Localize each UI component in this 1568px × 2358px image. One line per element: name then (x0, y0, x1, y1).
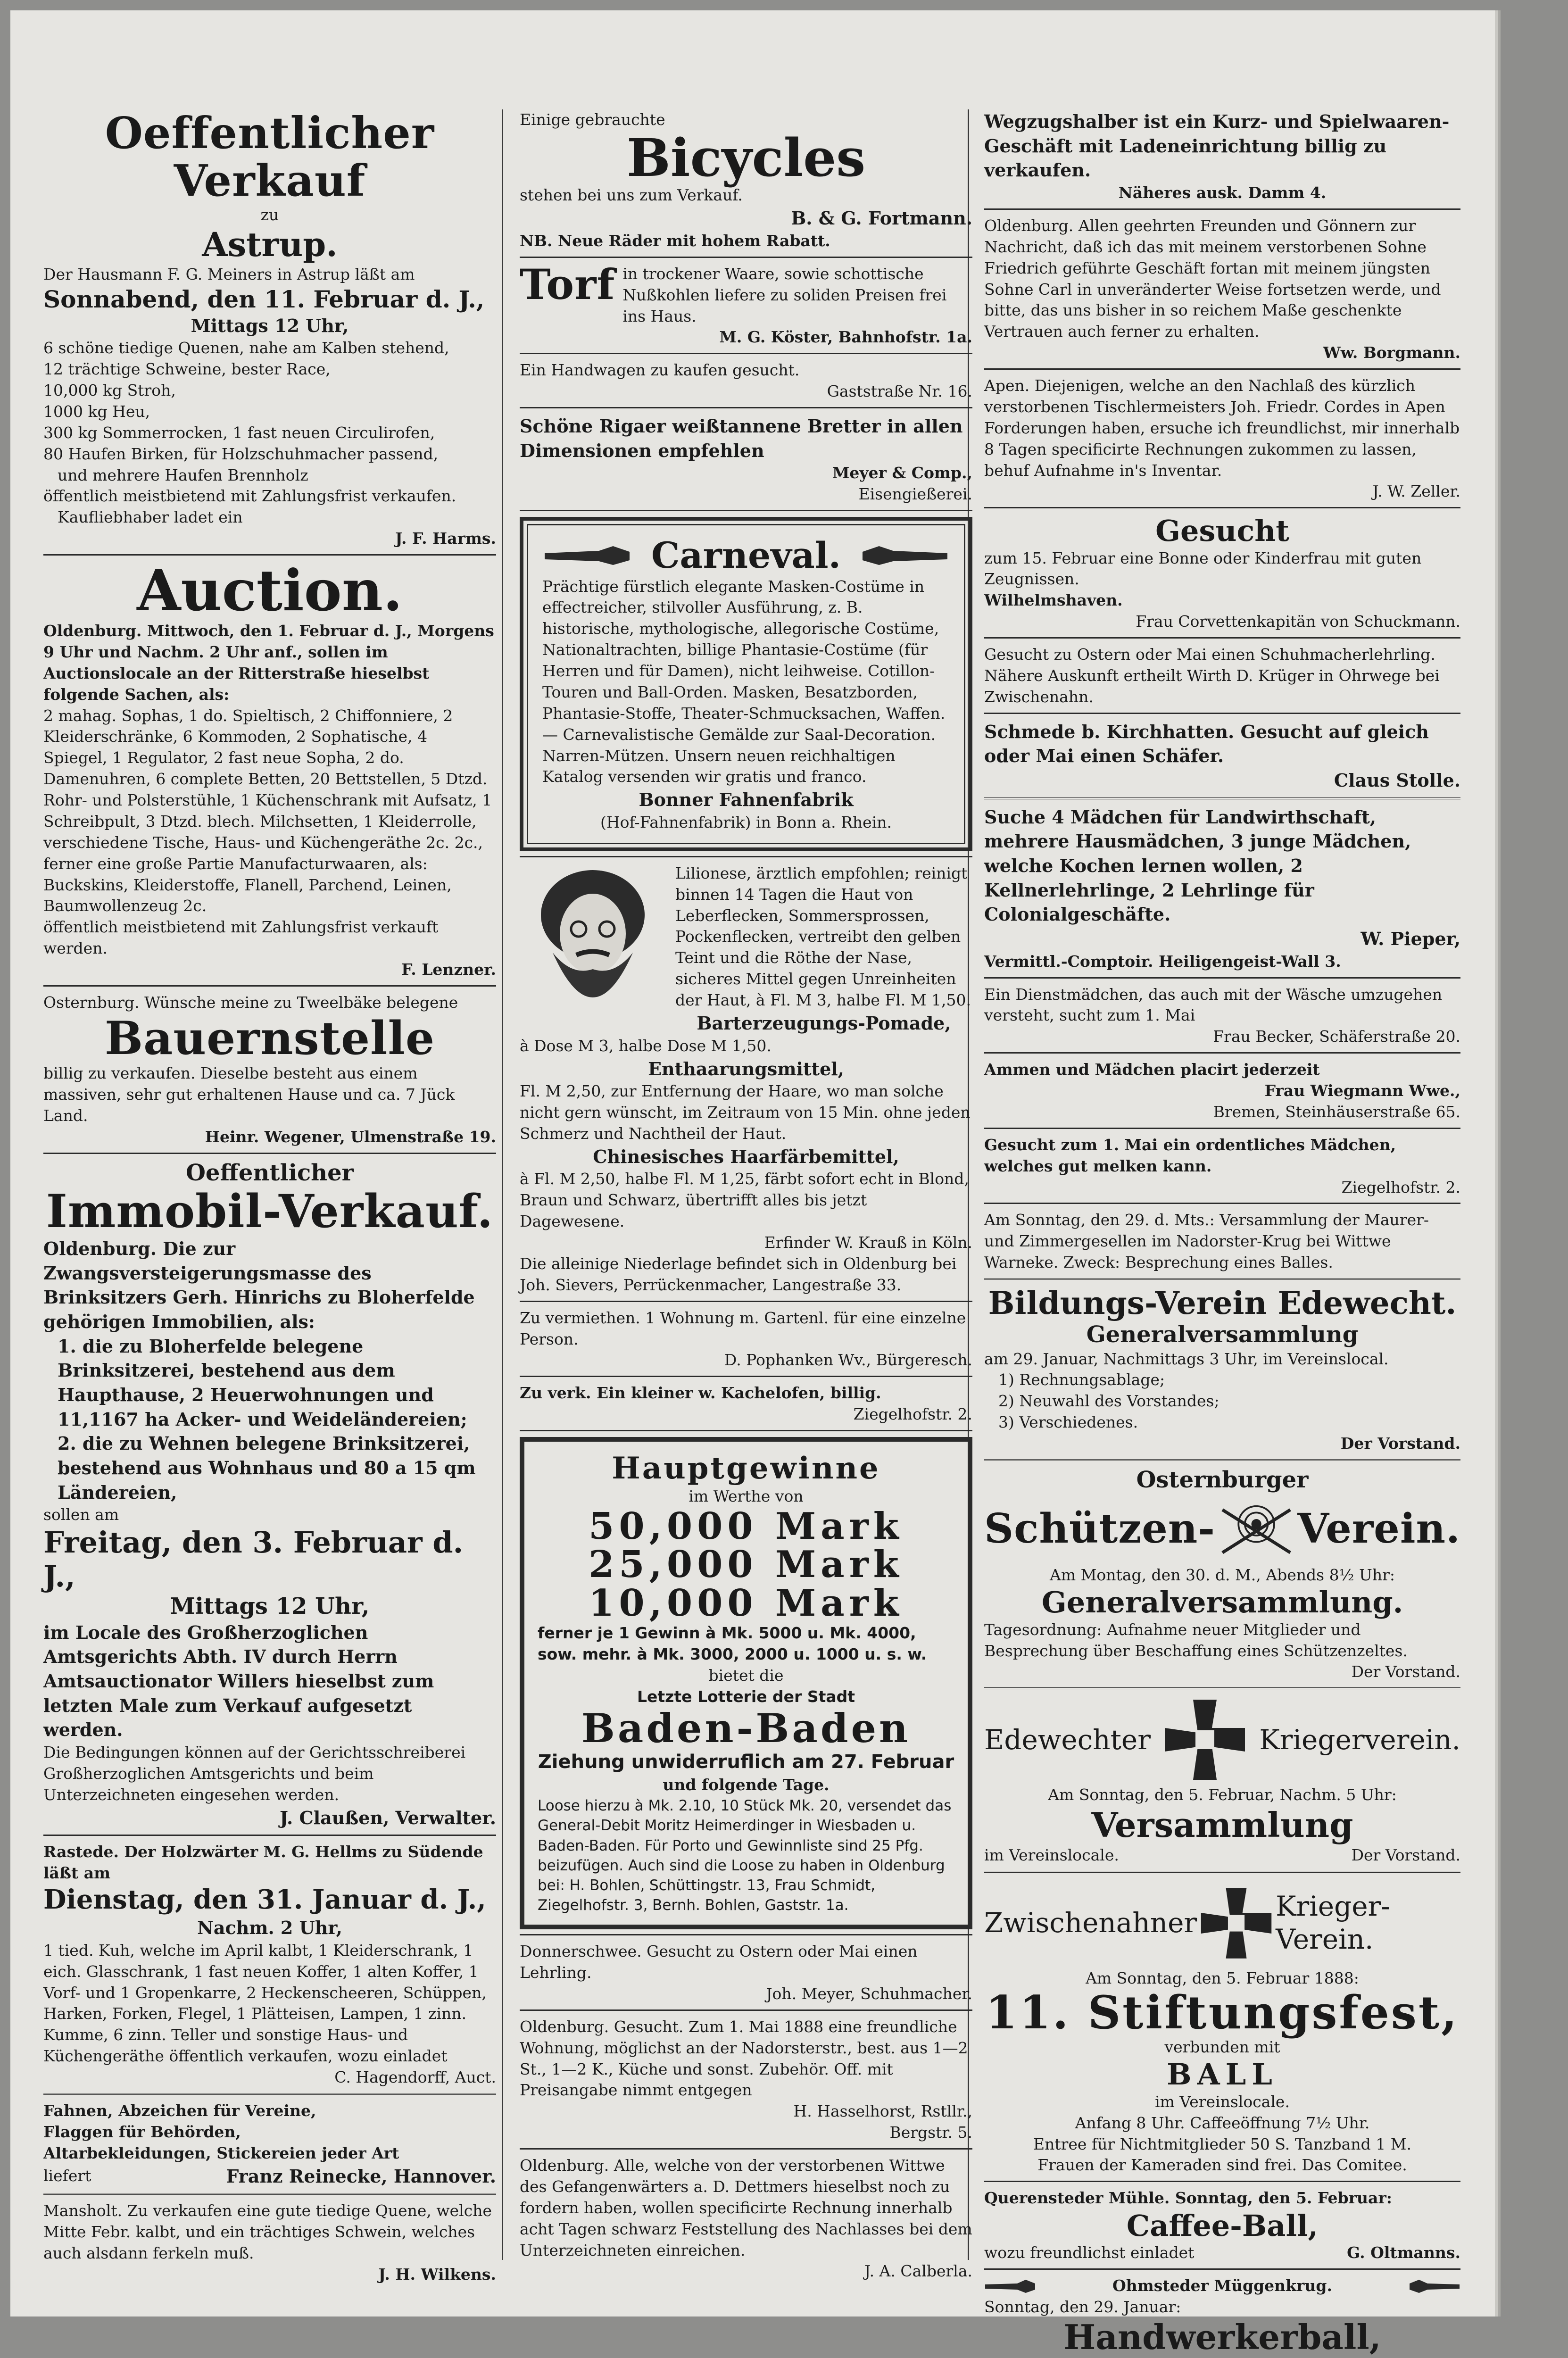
ad-borgmann (984, 216, 1460, 364)
headline: Bicycles (626, 127, 866, 188)
divider (520, 353, 972, 354)
ad-bildungs-verein (984, 1286, 1460, 1454)
divider (43, 1153, 496, 1154)
address: Bergstr. 5. (889, 2123, 972, 2142)
signature: M. G. Köster, Bahnhofstr. 1a. (719, 328, 972, 347)
signature: W. Pieper, (1361, 928, 1460, 950)
time-line: Mittags 12 Uhr, (170, 1593, 370, 1619)
divider (520, 2009, 972, 2011)
list-item: 10,000 kg Stroh, (43, 381, 176, 400)
ad-torf (520, 259, 972, 349)
date-line: Freitag, den 3. Februar d. J., (43, 1525, 464, 1594)
subheading: Chinesisches Haarfärbemittel, (593, 1146, 899, 1167)
text: und folgende Tage. (663, 1776, 830, 1794)
divider (984, 1278, 1460, 1280)
subheading: Barterzeugungs-Pomade, (697, 1012, 951, 1034)
divider (520, 257, 972, 258)
newspaper-page (10, 10, 1495, 2358)
date-line: Sonnabend, den 11. Februar d. J., (43, 285, 485, 313)
text: Gesucht zu Ostern oder Mai einen Schuhmacherlehrling. Nähere Auskunft ertheilt Wirth D. Krüger in Ohrwege bei Zwischenahn. (984, 645, 1440, 706)
subheading: Enthaarungsmittel, (648, 1058, 844, 1079)
list-item: Kaufliebhaber ladet ein (58, 508, 243, 527)
ad-querensteder-muehle (984, 2188, 1460, 2264)
headline: Bildungs-Verein Edewecht. (988, 1285, 1457, 1322)
divider (984, 208, 1460, 210)
text: Anfang 8 Uhr. Caffeeöffnung 7½ Uhr. (1075, 2113, 1370, 2132)
list-item: 6 schöne tiedige Quenen, nahe am Kalben stehend, (43, 339, 449, 357)
divider (43, 2093, 496, 2095)
signature: G. Oltmanns. (1347, 2243, 1460, 2262)
headline: Kriegerverein. (1259, 1723, 1460, 1756)
list-item: 2. die zu Wehnen belegene Brinksitzerei, bestehend aus Wohnhaus und 80 a 15 qm Ländereien, (58, 1433, 476, 1503)
divider (984, 797, 1460, 799)
signature: Bonner Fahnenfabrik (639, 789, 854, 811)
address: Bremen, Steinhäuserstraße 65. (1213, 1102, 1460, 1121)
list-item: 1. die zu Bloherfelde belegene Brinksitzerei, bestehend aus dem Haupthause, 2 Heuerwohnungen und 11,1167 ha Acker- und Weideländereien; (58, 1335, 467, 1430)
headline: Hauptgewinne (612, 1451, 880, 1486)
ad-immobil-verkauf (43, 1160, 496, 1830)
signature: C. Hagendorff, Auct. (334, 2068, 496, 2087)
text: Querensteder Mühle. Sonntag, den 5. Februar: (984, 2189, 1392, 2208)
ad-gesucht-bonne (984, 514, 1460, 632)
headline: Gesucht (1155, 514, 1289, 548)
text: Ziehung unwiderruflich am 27. Februar (538, 1751, 954, 1773)
ad-donnerschwee (520, 1941, 972, 2005)
text: à Dose M 3, halbe Dose M 1,50. (520, 1036, 772, 1055)
signature: Heinr. Wegener, Ulmenstraße 19. (205, 1128, 496, 1146)
text: sow. mehr. à Mk. 3000, 2000 u. 1000 u. s. w. (538, 1645, 927, 1664)
ad-maurer (984, 1210, 1460, 1273)
text: Oldenburg. Allen geehrten Freunden und Gönnern zur Nachricht, daß ich das mit meinem verstorbenen Sohne Friedrich geführte Geschäft fortan mit meinem jüngsten Sohne Carl in unveränderter Weise fortsetzen werde, und bitte, das uns bisher in so reichem Maße geschenkte Vertrauen auch ferner zu erhalten. (984, 216, 1441, 341)
ad-vermiethen (520, 1308, 972, 1371)
divider (984, 1128, 1460, 1129)
text: Am Sonntag, den 5. Februar 1888: (1086, 1968, 1359, 1987)
text: Frauen der Kameraden sind frei. Das Comitee. (1037, 2156, 1407, 2175)
text: NB. Neue Räder mit hohem Rabatt. (520, 231, 830, 250)
list-item: öffentlich meistbietend mit Zahlungsfrist verkaufen. (43, 487, 456, 506)
divider (984, 507, 1460, 508)
signature: J. F. Harms. (395, 529, 496, 548)
text: Am Montag, den 30. d. M., Abends 8½ Uhr: (1049, 1565, 1395, 1584)
text: Fahnen, Abzeichen für Vereine, (43, 2101, 316, 2120)
signature: B. & G. Fortmann. (791, 208, 972, 229)
list-item: 2) Neuwahl des Vorstandes; (998, 1392, 1220, 1411)
ad-pieper (984, 805, 1460, 972)
text: stehen bei uns zum Verkauf. (520, 186, 743, 205)
text: am 29. Januar, Nachmittags 3 Uhr, im Vereinslocal. (984, 1349, 1389, 1368)
divider (984, 1203, 1460, 1204)
text: Tagesordnung: Aufnahme neuer Mitglieder und Besprechung über Beschaffung eines Schützenzeltes. (984, 1620, 1408, 1660)
text: Donnerschwee. Gesucht zu Ostern oder Mai einen Lehrling. (520, 1942, 918, 1982)
divider (520, 1430, 972, 1431)
list-item: 1) Rechnungsablage; (998, 1370, 1165, 1389)
text: Der Hausmann F. G. Meiners in Astrup läßt am (43, 265, 415, 283)
text: Entree für Nichtmitglieder 50 S. Tanzband 1 M. (1033, 2134, 1411, 2153)
subheading: Handwerkerball, (1063, 2317, 1381, 2358)
divider (520, 407, 972, 408)
divider (520, 856, 972, 857)
ad-mai-maedchen (984, 1135, 1460, 1198)
divider (984, 1459, 1460, 1461)
text: Zu vermiethen. 1 Wohnung m. Gartenl. für eine einzelne Person. (520, 1308, 966, 1348)
ad-bretter (520, 414, 972, 505)
ad-schmede (984, 720, 1460, 793)
ad-bicycles (520, 109, 972, 252)
signature: J. A. Calberla. (864, 2262, 972, 2281)
signature: Meyer & Comp., (832, 464, 972, 482)
divider (520, 1301, 972, 1302)
place-title: Astrup. (202, 225, 338, 265)
signature: H. Hasselhorst, Rstllr., (793, 2102, 972, 2121)
ad-ammen (984, 1059, 1460, 1123)
text: Ammen und Mädchen placirt jederzeit (984, 1060, 1320, 1079)
headline: Torf (520, 259, 615, 309)
prize-amount: 50,000 Mark (589, 1504, 904, 1548)
divider (984, 1687, 1460, 1689)
text: Oldenburg. Alle, welche von der verstorbenen Wittwe des Gefangenwärters a. D. Dettmers hieselbst noch zu fordern haben, wollen specificirte Rechnung innerhalb acht Tagen schwarz Feststellung des Nachlasses bei dem Unterzeichneten einreichen. (520, 2156, 972, 2259)
text: Oldenburg. Gesucht. Zum 1. Mai 1888 eine freundliche Wohnung, möglichst an der Nadorsterstr., best. aus 1—2 St., 1—2 K., Küche und sonst. Zubehör. Off. mit Preisangabe nimmt entgegen (520, 2017, 968, 2100)
headline: Zwischenahner (984, 1907, 1197, 1939)
text: Am Sonntag, den 29. d. Mts.: Versammlung der Maurer- und Zimmergesellen im Nadorster-Krug bei Wittwe Warneke. Zweck: Besprechung eines Balles. (984, 1211, 1429, 1272)
text: Schöne Rigaer weißtannene Bretter in allen Dimensionen empfehlen (520, 415, 963, 461)
signature (1368, 2357, 1460, 2358)
ad-fahnen (43, 2101, 496, 2188)
headline: Auction. (137, 557, 403, 624)
iron-cross-icon (1160, 1695, 1250, 1785)
text: verbunden mit (1164, 2037, 1280, 2056)
headline: Oeffentlicher Verkauf (105, 108, 435, 207)
text: Ein Handwagen zu kaufen gesucht. (520, 361, 800, 380)
text: Oldenburg. Die zur Zwangsversteigerungsmasse des Brinksitzers Gerh. Hinrichs zu Bloherfelde gehörigen Immobilien, als: (43, 1238, 475, 1333)
headline: Carneval. (651, 534, 841, 577)
text: Apen. Diejenigen, welche an den Nachlaß des kürzlich verstorbenen Tischlermeisters Joh. Friedr. Cordes in Apen Forderungen haben, ersuche ich freundlichst, mir innerhalb 8 Tagen specificirte Rechnungen zukommen zu lassen, behuf Aufnahme in's Inventar. (984, 376, 1460, 480)
signature: Der Vorstand. (1351, 1846, 1460, 1865)
headline: Immobil-Verkauf. (46, 1185, 494, 1238)
signature: Claus Stolle. (1334, 770, 1460, 791)
ad-mueggenkrug (984, 2275, 1460, 2358)
iron-cross-icon (1197, 1878, 1276, 1968)
pointing-hand-icon (984, 2277, 1036, 2296)
signature: J. Claußen, Verwalter. (279, 1807, 496, 1828)
divider (984, 637, 1460, 639)
text: Ein Dienstmädchen, das auch mit der Wäsche umzugehen versteht, sucht zum 1. Mai (984, 985, 1443, 1025)
signature: Franz Reinecke, Hannover. (226, 2165, 496, 2187)
place: Wilhelmshaven. (984, 591, 1123, 610)
divider (984, 1052, 1460, 1054)
text: in trockener Waare, sowie schottische Nußkohlen liefere zu soliden Preisen frei ins Haus. (622, 264, 947, 325)
divider (43, 1835, 496, 1836)
pointing-hand-icon (1409, 2277, 1460, 2296)
text: Ohmsteder Müggenkrug. (1112, 2276, 1332, 2295)
list-item: 3) Verschiedenes. (998, 1413, 1138, 1432)
signature: J. W. Zeller. (1372, 482, 1460, 501)
subheading: Generalversammlung (1086, 1321, 1359, 1348)
column-2 (520, 109, 972, 2286)
column-3 (984, 109, 1460, 2358)
ad-kachelofen (520, 1383, 972, 1425)
ad-bauernstelle (43, 992, 496, 1148)
event-title: 11. Stiftungsfest, (986, 1985, 1459, 2039)
text: im Locale des Großherzoglichen Amtsgerichts Abth. IV durch Herrn Amtsauctionator Willers hieselbst zum letzten Male zum Verkauf aufgesetzt werden. (43, 1621, 434, 1741)
text: Einige gebrauchte (520, 110, 665, 129)
ad-lilionese (520, 863, 972, 1296)
headline: Bauernstelle (104, 1011, 435, 1065)
subheading: BALL (1167, 2057, 1278, 2092)
address: Gaststraße Nr. 16. (827, 382, 972, 401)
text: zu (260, 206, 279, 224)
ad-schuetzen-verein (984, 1467, 1460, 1683)
text: Sonntag, den 29. Januar: (984, 2298, 1181, 2316)
bearded-man-portrait-icon (520, 863, 666, 1023)
date-line: Dienstag, den 31. Januar d. J., (43, 1884, 486, 1915)
text: im Vereinslocale. (1155, 2092, 1290, 2111)
list-item: 300 kg Sommerrocken, 1 fast neuen Circulirofen, (43, 423, 435, 442)
text: Lilionese, ärztlich empfohlen; reinigt binnen 14 Tagen die Haut von Leberflecken, Sommersprossen, Pockenflecken, vertreibt den gelben Teint und die Röthe der Nase, sicheres Mittel gegen Unreinheiten der Haut, à Fl. M 3, halbe Fl. M 1,50. (675, 863, 971, 1010)
text (984, 2357, 1194, 2358)
text: Flaggen für Behörden, (43, 2122, 241, 2141)
text: Osternburger (1136, 1466, 1309, 1493)
text: Die alleinige Niederlage befindet sich in Oldenburg bei Joh. Sievers, Perrückenmacher, Langestraße 33. (520, 1254, 957, 1294)
text: Am Sonntag, den 5. Februar, Nachm. 5 Uhr: (1048, 1785, 1397, 1804)
headline: Krieger-Verein. (1276, 1890, 1390, 1955)
signature: Frau Becker, Schäferstraße 20. (1213, 1027, 1460, 1046)
ad-dettmers (520, 2155, 972, 2282)
time-line: Nachm. 2 Uhr, (197, 1917, 342, 1939)
text: Gesucht zum 1. Mai ein ordentliches Mädchen, welches gut melken kann. (984, 1135, 1396, 1175)
headline: Schützen- (984, 1505, 1216, 1553)
address: Ziegelhofstr. 2. (1341, 1178, 1460, 1196)
signature: (Hof-Fahnenfabrik) in Bonn a. Rhein. (600, 813, 892, 831)
signature: Eisengießerei. (858, 485, 972, 504)
text: öffentlich meistbietend mit Zahlungsfrist verkauft werden. (43, 918, 439, 958)
text: Loose hierzu à Mk. 2.10, 10 Stück Mk. 20, versendet das General-Debit Moritz Heimerdinger in Wiesbaden u. Baden-Baden. Für Porto und Gewinnliste sind 25 Pfg. beizufügen. Auch sind die Loose zu haben in Oldenburg bei: H. Bohlen, Schüttingstr. 13, Frau Schmidt, Ziegelhofstr. 3, Bernh. Bohlen, Gaststr. 1a. (538, 1797, 952, 1914)
divider (43, 985, 496, 987)
signature: Der Vorstand. (1340, 1434, 1460, 1453)
ad-zwischenahner-krieger-verein (984, 1878, 1460, 2176)
city-title: Baden-Baden (581, 1704, 911, 1752)
address: Vermittl.-Comptoir. Heiligengeist-Wall 3. (984, 952, 1341, 971)
text: sollen am (43, 1505, 119, 1524)
list-item: 1000 kg Heu, (43, 402, 150, 421)
ad-rastede (43, 1842, 496, 2088)
divider (984, 1871, 1460, 1873)
list-item: 80 Haufen Birken, für Holzschuhmacher passend, (43, 444, 439, 463)
divider (520, 1376, 972, 1377)
subheading: Versammlung (1091, 1805, 1353, 1845)
text: 2 mahag. Sophas, 1 do. Spieltisch, 2 Chiffonniere, 2 Kleiderschränke, 6 Kommoden, 2 Sophatische, 4 Spiegel, 1 Regulator, 2 fast neue Sopha, 2 do. Damenuhren, 6 complete Betten, 20 Bettstellen, 5 Dtzd. Rohr- und Polsterstühle, 1 Küchenschrank mit Aufsatz, 1 Schreibpult, 3 Dtzd. blech. Milchsetten, 1 Kleiderrolle, verschiedene Tische, Haus- und Küchengeräthe 2c. 2c., ferner eine große Partie Manufacturwaaren, als: Buckskins, Kleiderstoffe, Flanell, Parchend, Leinen, Baumwollenzeug 2c. (43, 706, 492, 915)
signature: Ww. Borgmann. (1323, 343, 1460, 362)
signature: Der Vorstand. (1351, 1662, 1460, 1681)
divider (520, 2148, 972, 2150)
signature: D. Pophanken Wv., Bürgeresch. (724, 1351, 972, 1370)
signature: Joh. Meyer, Schuhmacher. (766, 1984, 972, 2003)
ad-wegzug (984, 109, 1460, 204)
pointing-hand-icon (860, 541, 950, 570)
text: Oldenburg. Mittwoch, den 1. Februar d. J., Morgens 9 Uhr und Nachm. 2 Uhr anf., sollen im Auctionslocale an der Ritterstraße hieselbst folgende Sachen, als: (43, 622, 494, 704)
column-rule (502, 109, 503, 2260)
text: liefert (43, 2166, 91, 2185)
signature: F. Lenzner. (401, 960, 496, 979)
text: wozu freundlichst einladet (984, 2243, 1195, 2262)
time-line: Mittags 12 Uhr, (191, 315, 349, 336)
ad-mansholt (43, 2200, 496, 2285)
divider (984, 977, 1460, 979)
ad-dienstmaedchen (984, 984, 1460, 1048)
ad-apen (984, 375, 1460, 502)
divider (984, 368, 1460, 370)
signature: J. H. Wilkens. (378, 2265, 496, 2283)
ad-handwagen (520, 360, 972, 402)
text: Suche 4 Mädchen für Landwirthschaft, mehrere Hausmädchen, 3 junge Mädchen, welche Kochen lernen wollen, 2 Kellnerlehrlinge, 2 Lehrlinge für Colonialgeschäfte. (984, 806, 1411, 925)
text: zum 15. Februar eine Bonne oder Kinderfrau mit guten Zeugnissen. (984, 548, 1422, 589)
text: Die Bedingungen können auf der Gerichtsschreiberei Großherzoglichen Amtsgerichts und beim Unterzeichneten eingesehen werden. (43, 1743, 466, 1804)
item-list (43, 338, 496, 528)
list-item: und mehrere Haufen Brennholz (58, 465, 308, 484)
ad-auction (43, 557, 496, 980)
text: Altarbekleidungen, Stickereien jeder Art (43, 2143, 399, 2162)
target-rifles-icon (1215, 1494, 1297, 1565)
ad-carneval (520, 517, 972, 851)
ad-schuhmacher (984, 644, 1460, 708)
signature: Frau Corvettenkapitän von Schuckmann. (1136, 612, 1460, 631)
divider (984, 2181, 1460, 2182)
signature: Frau Wiegmann Wwe., (1264, 1081, 1460, 1100)
text: Zu verk. Ein kleiner w. Kachelofen, billig. (520, 1384, 881, 1403)
text: ferner je 1 Gewinn à Mk. 5000 u. Mk. 4000, (538, 1624, 916, 1643)
ad-edewechter-kriegerverein (984, 1695, 1460, 1866)
text: Rastede. Der Holzwärter M. G. Hellms zu Südende läßt am (43, 1843, 483, 1883)
text: Schmede b. Kirchhatten. Gesucht auf gleich oder Mai einen Schäfer. (984, 721, 1429, 767)
text: 1 tied. Kuh, welche im April kalbt, 1 Kleiderschrank, 1 eich. Glasschrank, 1 fast neuen Koffer, 1 alten Koffer, 1 Vorf- und 1 Gropenkarre, 2 Heckenscheeren, Schüppen, Harken, Forken, Flegel, 1 Plätteisen, Lampen, 1 zinn. Kumme, 6 zinn. Teller und sonstige Haus- und Küchengeräthe öffentlich verkaufen, wozu einladet (43, 1941, 487, 2066)
divider (43, 554, 496, 556)
text: bietet die (708, 1666, 784, 1685)
text: im Werthe von (689, 1486, 804, 1505)
subheading: Caffee-Ball, (1126, 2209, 1319, 2243)
divider (984, 2268, 1460, 2270)
text: à Fl. M 2,50, halbe Fl. M 1,25, färbt sofort echt in Blond, Braun und Schwarz, übertrifft alles bis jetzt Dagewesene. (520, 1170, 969, 1231)
signature: Erfinder W. Krauß in Köln. (764, 1233, 972, 1252)
divider (520, 1934, 972, 1935)
address: Ziegelhofstr. 2. (853, 1405, 972, 1424)
divider (984, 713, 1460, 714)
text: Mansholt. Zu verkaufen eine gute tiedige Quene, welche Mitte Febr. kalbt, und ein trächtiges Schwein, welches auch alsdann ferkeln muß. (43, 2201, 492, 2262)
text: Fl. M 2,50, zur Entfernung der Haare, wo man solche nicht gern wünscht, im Zeitraum von 15 Min. ohne jeden Schmerz und Nachtheil der Haut. (520, 1082, 971, 1143)
text: Letzte Lotterie der Stadt (637, 1687, 855, 1706)
headline: Edewechter (984, 1723, 1151, 1756)
text: billig zu verkaufen. Dieselbe besteht aus einem massiven, sehr gut erhaltenen Hause und ca. 7 Jück Land. (43, 1064, 455, 1125)
text: im Vereinslocale. (984, 1846, 1119, 1865)
divider (43, 2193, 496, 2195)
ad-oeffentlicher-verkauf (43, 109, 496, 549)
text: Wegzugshalber ist ein Kurz- und Spielwaaren-Geschäft mit Ladeneinrichtung billig zu verkaufen. (984, 111, 1450, 181)
subheading: Generalversammlung. (1041, 1585, 1403, 1620)
pointing-hand-icon (542, 541, 632, 570)
ad-wohnung (520, 2017, 972, 2143)
text: Osternburg. Wünsche meine zu Tweelbäke belegene (43, 993, 458, 1012)
divider (520, 510, 972, 511)
list-item: 12 trächtige Schweine, bester Race, (43, 360, 331, 379)
ad-lotterie (520, 1437, 972, 1929)
text: Oeffentlicher (186, 1159, 354, 1186)
prize-amount: 25,000 Mark (589, 1543, 904, 1586)
prize-amount: 10,000 Mark (589, 1582, 904, 1625)
address: Näheres ausk. Damm 4. (1118, 183, 1327, 202)
column-1 (43, 109, 496, 2289)
text: Prächtige fürstlich elegante Masken-Costüme in effectreicher, stilvoller Ausführung, z. B. historische, mythologische, allegorische Costüme, Nationaltrachten, billige Phantasie-Costüme (für Herren und für Damen), nicht leihweise. Cotillon-Touren und Ball-Orden. Masken, Besatzborden, Phantasie-Stoffe, Theater-Schmucksachen, Waffen. — Carnevalistische Gemälde zur Saal-Decoration. Narren-Mützen. Unsern neuen reichhaltigen Katalog versenden wir gratis und franco. (542, 577, 946, 786)
headline: Verein. (1297, 1505, 1460, 1553)
